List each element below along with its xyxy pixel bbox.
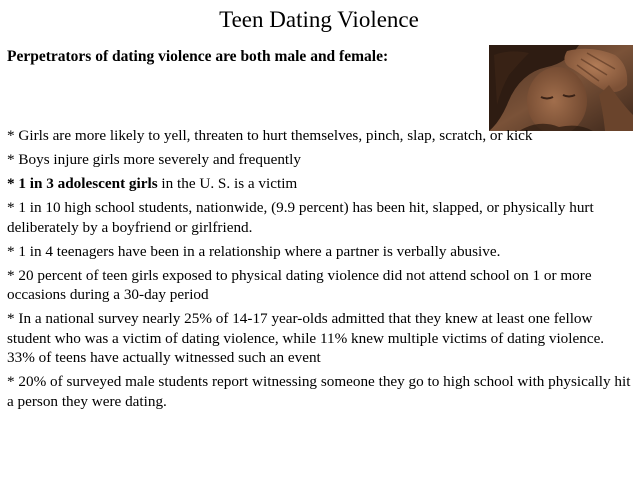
slide-subtitle: Perpetrators of dating violence are both male and female: [7, 48, 389, 65]
emphasis-text: * 1 in 3 adolescent girls [7, 175, 158, 192]
list-item: * In a national survey nearly 25% of 14-17 year-olds admitted that they knew at least one fellow student who was a victim of dating violence, while 11% knew multiple victims of dating violence. 33% of teens have actually witnessed such an event [7, 310, 605, 366]
list-item: * Girls are more likely to yell, threaten to hurt themselves, pinch, slap, scratch, or kick [7, 127, 533, 144]
list-item-text: in the U. S. is a victim [157, 175, 298, 192]
statistics-list [7, 126, 635, 416]
distressed-girl-photo [489, 45, 633, 131]
list-item: * 1 in 4 teenagers have been in a relationship where a partner is verbally abusive. [7, 242, 501, 260]
list-item: * Boys injure girls more severely and frequently [7, 151, 301, 168]
list-item: * 20 percent of teen girls exposed to physical dating violence did not attend school on 1 or more occasions during a 30-day period [7, 266, 592, 303]
list-item: * 1 in 10 high school students, nationwide, (9.9 percent) has been hit, slapped, or physically hurt deliberately by a boyfriend or girlfriend. [7, 199, 594, 236]
list-item [7, 174, 635, 194]
slide-title: Teen Dating Violence [219, 7, 419, 32]
list-item: * 20% of surveyed male students report witnessing someone they go to high school with physically hit a person they were dating. [7, 373, 631, 410]
